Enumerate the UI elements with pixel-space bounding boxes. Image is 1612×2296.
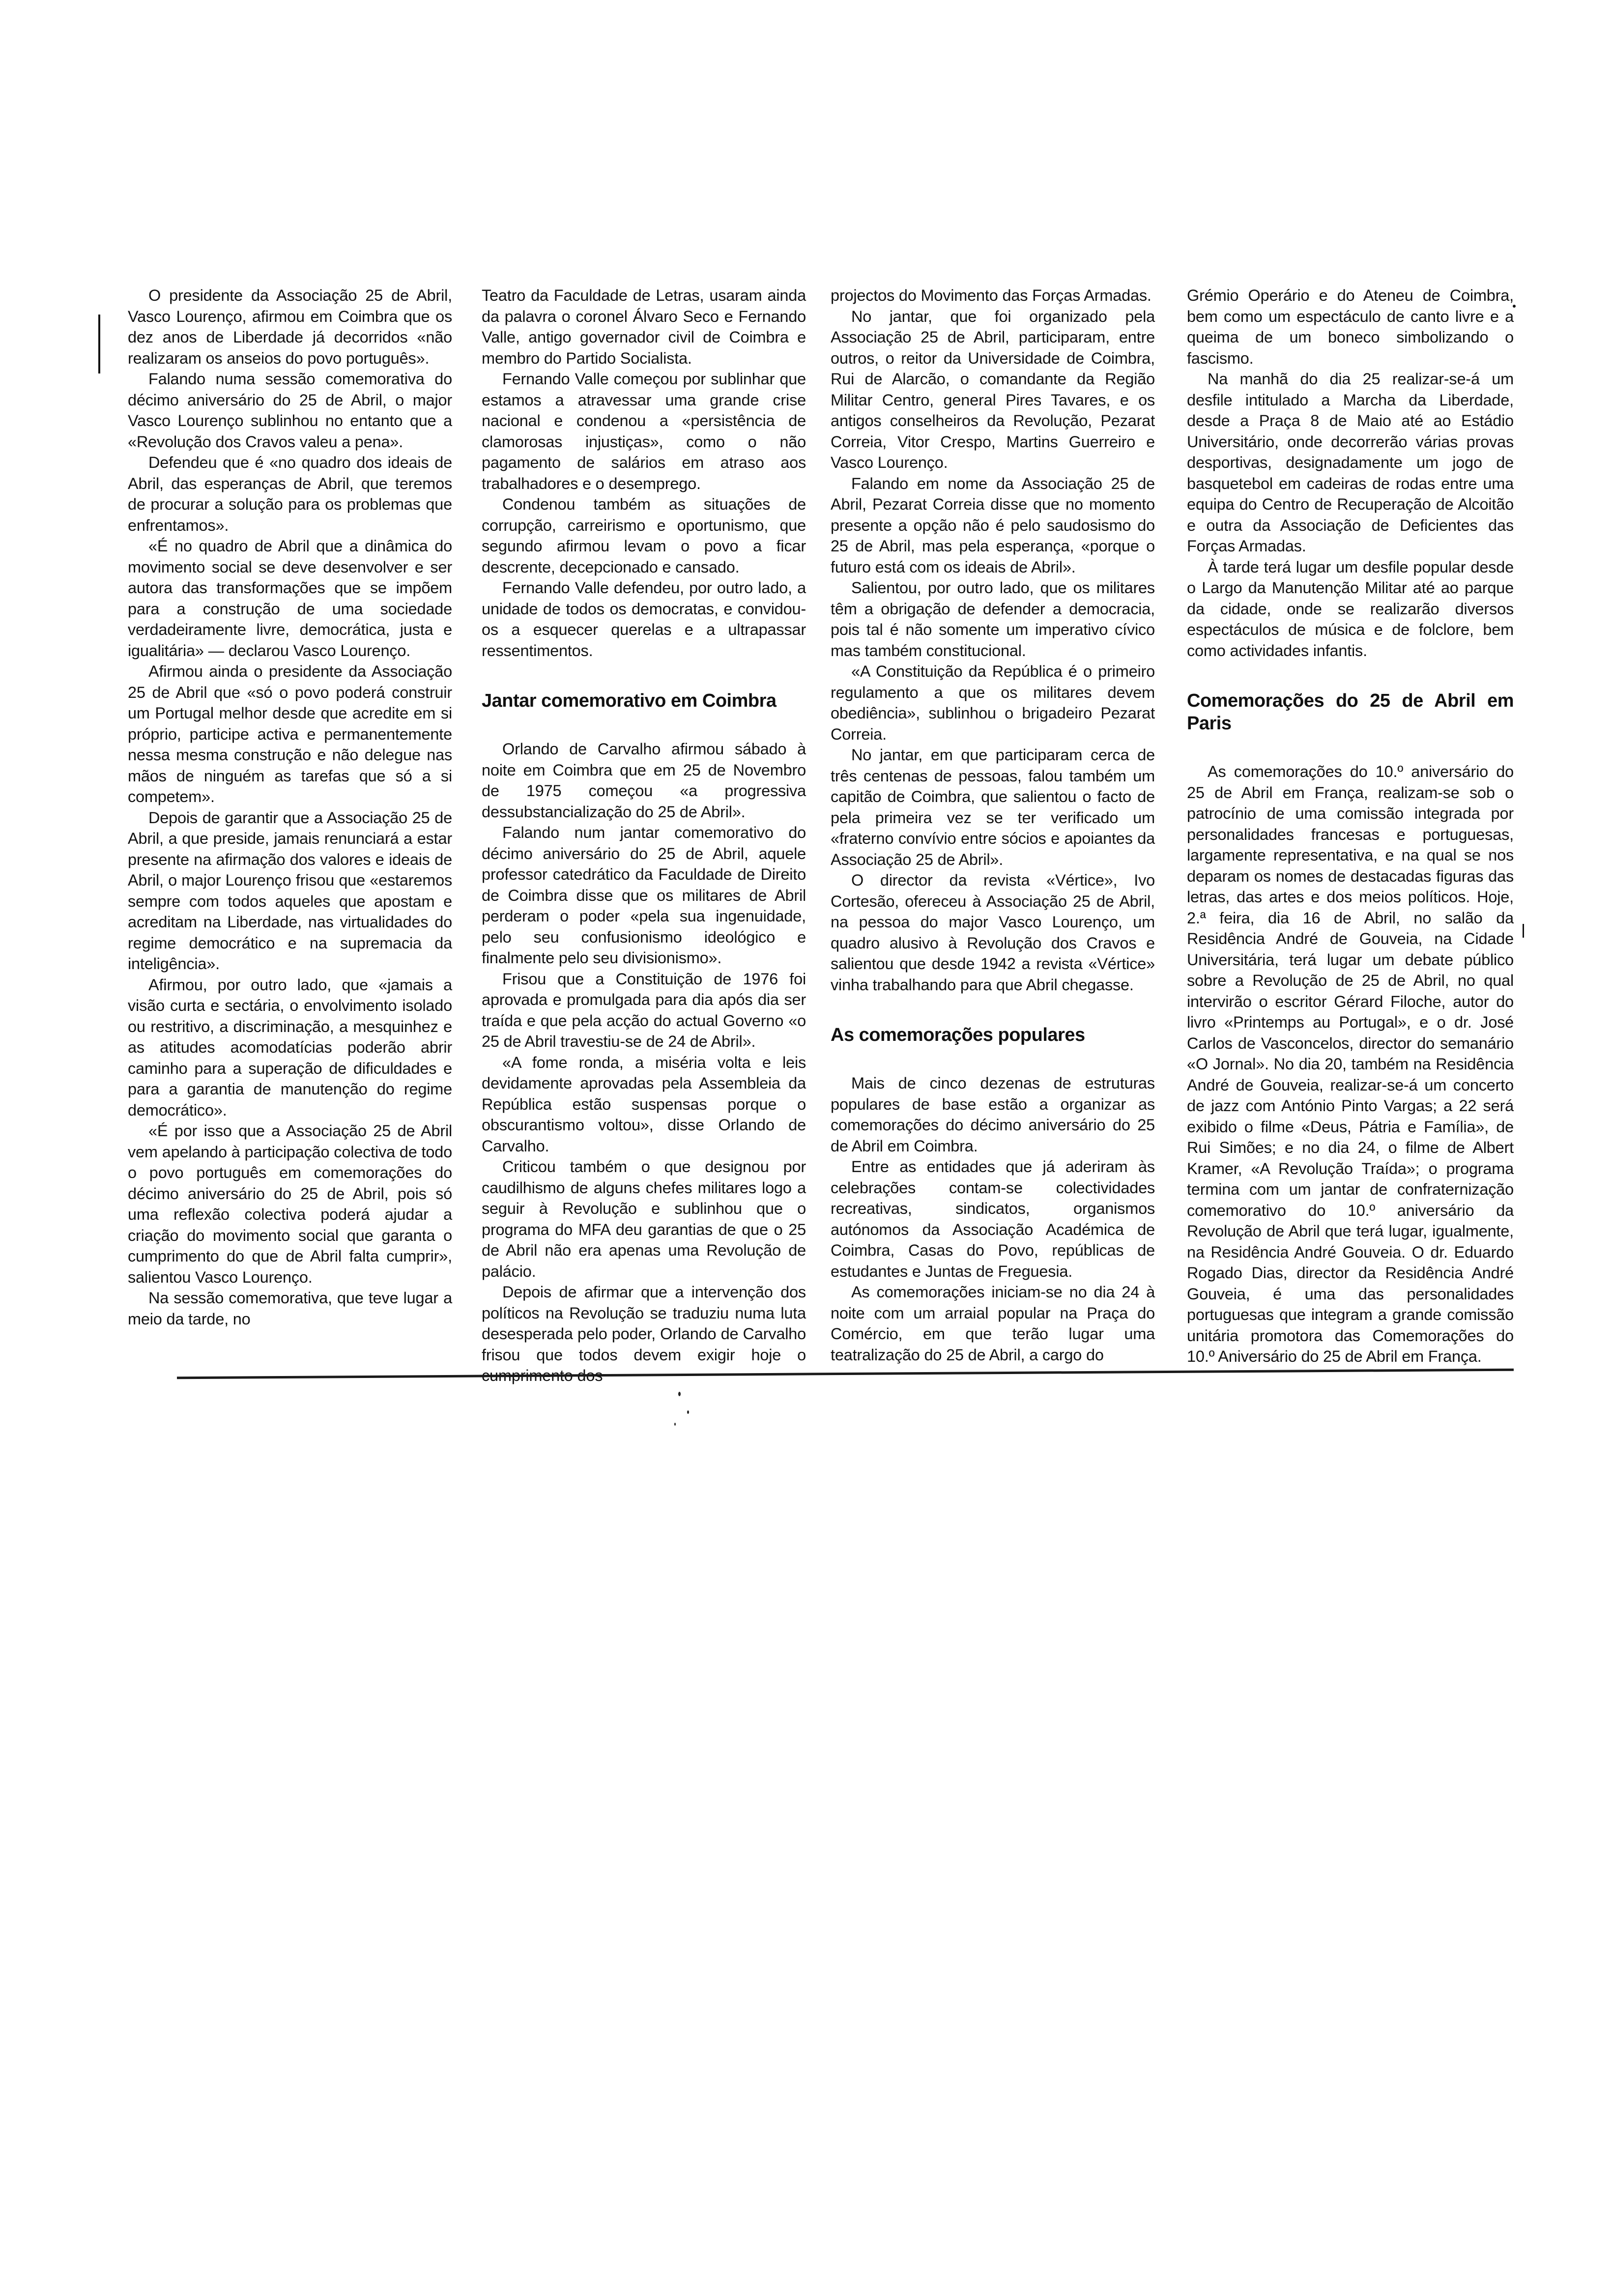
paragraph: Fernando Valle começou por sublinhar que estamos a atravessar uma grande crise nacional e condenou a «persistência de clamorosas injustiças», como o não pagamento de salários em atraso aos trabalhadores e o desemprego.: [482, 370, 806, 492]
paragraph: Na sessão comemorativa, que teve lugar a meio da tarde, no: [128, 1289, 452, 1328]
paragraph: Entre as entidades que já aderiram às celebrações contam-se colectividades recreativas, sindicatos, organismos autónomos da Associação Académica de Coimbra, Casas do Povo, repúblicas de estudantes e Juntas de Freguesia.: [831, 1158, 1155, 1280]
article-column-3: [831, 285, 1155, 1365]
paragraph: Afirmou ainda o presidente da Associação 25 de Abril que «só o povo poderá construir um Portugal melhor desde que acredite em si próprio, participe activa e permanentemente nessa mesma construção e não delegue nas mãos de ninguém as tarefas que só a si competem».: [128, 662, 452, 805]
paragraph: Falando numa sessão comemorativa do décimo aniversário do 25 de Abril, o major Vasco Lourenço sublinhou no entanto que a «Revolução dos Cravos valeu a pena».: [128, 370, 452, 451]
paragraph: Salientou, por outro lado, que os militares têm a obrigação de defender a democracia, pois tal é não somente um imperativo cívico mas também constitucional.: [831, 579, 1155, 660]
paragraph: No jantar, em que participaram cerca de três centenas de pessoas, falou também um capitão de Coimbra, que salientou o facto de pela primeira vez se ter verificado um «fraterno convívio entre sócios e apoiantes da Associação 25 de Abril».: [831, 746, 1155, 868]
scan-margin-mark: [1513, 305, 1516, 308]
scan-margin-mark: [1523, 924, 1524, 938]
paragraph: Mais de cinco dezenas de estruturas populares de base estão a organizar as comemorações do décimo aniversário do 25 de Abril em Coimbra.: [831, 1074, 1155, 1155]
paragraph: «É no quadro de Abril que a dinâmica do movimento social se deve desenvolver e ser autora das transformações que se impõem para a construção de uma sociedade verdadeiramente livre, democrática, justa e igualitária» — declarou Vasco Lourenço.: [128, 537, 452, 660]
section-heading: As comemorações populares: [831, 1025, 1085, 1045]
paragraph: Falando num jantar comemorativo do décimo aniversário do 25 de Abril, aquele professor catedrático da Faculdade de Direito de Coimbra disse que os militares de Abril perderam o poder «pela sua ingenuidade, pelo seu confusionismo ideológico e finalmente pelo seu divisionismo».: [482, 824, 806, 967]
scan-margin-mark: [98, 315, 100, 373]
paragraph: Na manhã do dia 25 realizar-se-á um desfile intitulado a Marcha da Liberdade, desde a Praça 8 de Maio até ao Estádio Universitário, onde decorrerão várias provas desportivas, designadamente um jogo de basquetebol em cadeiras de rodas entre uma equipa do Centro de Recuperação de Alcoitão e outra da Associação de Deficientes das Forças Armadas.: [1187, 370, 1514, 555]
paragraph: «A Constituição da República é o primeiro regulamento a que os militares devem obediência», sublinhou o brigadeiro Pezarat Correia.: [831, 662, 1155, 743]
paragraph: O director da revista «Vértice», Ivo Cortesão, ofereceu à Associação 25 de Abril, na pessoa do major Vasco Lourenço, um quadro alusivo à Revolução dos Cravos e salientou que desde 1942 a revista «Vértice» vinha trabalhando para que Abril chegasse.: [831, 871, 1155, 994]
scan-speck: [674, 1423, 676, 1426]
paragraph: Criticou também o que designou por caudilhismo de alguns chefes militares logo a seguir à Revolução e sublinhou que o programa do MFA deu garantias de que o 25 de Abril não era apenas uma Revolução de palácio.: [482, 1158, 806, 1280]
paragraph: Fernando Valle defendeu, por outro lado, a unidade de todos os democratas, e convidou-os a esquecer querelas e a ultrapassar ressentimentos.: [482, 579, 806, 660]
newspaper-clipping: [93, 285, 1519, 1381]
paragraph: No jantar, que foi organizado pela Associação 25 de Abril, participaram, entre outros, o reitor da Universidade de Coimbra, Rui de Alarcão, o comandante da Região Militar Centro, general Pires Tavares, e os antigos conselheiros da Revolução, Pezarat Correia, Vitor Crespo, Martins Guerreiro e Vasco Lourenço.: [831, 307, 1155, 471]
article-column-2: [482, 285, 806, 1386]
paragraph: À tarde terá lugar um desfile popular desde o Largo da Manutenção Militar até ao parque da cidade, onde se realizarão diversos espectáculos de música e de folclore, bem como actividades infantis.: [1187, 558, 1514, 660]
paragraph: Falando em nome da Associação 25 de Abril, Pezarat Correia disse que no momento presente a opção não é pelo saudosismo do 25 de Abril, mas pela esperança, «porque o futuro está com os ideais de Abril».: [831, 474, 1155, 576]
scan-speck: [678, 1392, 681, 1396]
paragraph: Depois de afirmar que a intervenção dos políticos na Revolução se traduziu numa luta desesperada pelo poder, Orlando de Carvalho frisou que todos devem exigir hoje o: [482, 1283, 806, 1364]
paragraph: As comemorações iniciam-se no dia 24 à noite com um arraial popular na Praça do Comércio, em que terão lugar uma teatralização do 25 de Abril, a cargo do: [831, 1283, 1155, 1364]
paragraph: «É por isso que a Associação 25 de Abril vem apelando à participação colectiva de todo o povo português em comemorações do décimo aniversário do 25 de Abril, pois só uma reflexão colectiva poderá ajudar a criação do movimento social que garanta o cumprimento do que de Abril falta cumprir», salientou Vasco Lourenço.: [128, 1122, 452, 1286]
paragraph: Depois de garantir que a Associação 25 de Abril, a que preside, jamais renunciará a estar presente na afirmação dos valores e ideais de Abril, o major Lourenço frisou que «estaremos sempre com todos aqueles que apostam e acreditam na Liberdade, nas virtualidades do regime democrático e na supremacia da inteligência».: [128, 808, 452, 973]
paragraph: Defendeu que é «no quadro dos ideais de Abril, das esperanças de Abril, que teremos de procurar a solução para os problemas que enfrentamos».: [128, 454, 452, 534]
paragraph: projectos do Movimento das Forças Armadas.: [831, 287, 1151, 304]
paragraph: Afirmou, por outro lado, que «jamais a visão curta e sectária, o envolvimento isolado ou restritivo, a discriminação, a mesquinhez e as atitudes acomodatícias poderão abrir caminho para a superação de dificuldades e para a garantia de manutenção do regime democrático».: [128, 976, 452, 1119]
paragraph: Condenou também as situações de corrupção, carreirismo e oportunismo, que segundo afirmou levam o povo a ficar descrente, decepcionado e cansado.: [482, 495, 806, 576]
scan-speck: [687, 1410, 689, 1414]
paragraph: Orlando de Carvalho afirmou sábado à noite em Coimbra que em 25 de Novembro de 1975 começou «a progressiva dessubstancialização do 25 de Abril».: [482, 740, 806, 821]
article-column-1: [128, 285, 452, 1329]
paragraph: As comemorações do 10.º aniversário do 25 de Abril em França, realizam-se sob o patrocínio de uma comissão integrada por personalidades francesas e portuguesas, largamente representativa, e na qual se nos deparam os nomes de destacadas figuras das letras, das artes e dos meios políticos. Hoje, 2.ª feira, dia 16 de Abril, no salão da Residência André de Gouveia, na Cidade Universitária, terá lugar um debate público sobre a Revolução de 25 de Abril, no qual intervirão o escritor Gérard Filoche, autor do livro «Printemps au Portugal», e o dr. José Carlos de Vasconcelos, director do semanário «O Jornal». No dia 20, também na Residência André de Gouveia, realizar-se-á um concerto de jazz com António Pinto Vargas; a 22 será exibido o filme «Deus, Pátria e Família», de Rui Simões; e no dia 24, o filme de Albert Kramer, «A Revolução Traída»; o programa termina com um jantar de confraternização comemorativo do 10.º aniversário da Revolução de Abril que terá lugar, igualmente, na Residência André Gouveia. O dr. Eduardo Rogado Dias, director da Residência André Gouveia, é uma das personalidades portuguesas que integram a grande comissão unitária promotora das Comemorações do 10.º Aniversário do 25 de Abril em França.: [1187, 763, 1514, 1365]
paragraph: Teatro da Faculdade de Letras, usaram ainda da palavra o coronel Álvaro Seco e Fernando Valle, antigo governador civil de Coimbra e membro do Partido Socialista.: [482, 287, 806, 367]
article-column-4: [1187, 285, 1514, 1367]
paragraph: Frisou que a Constituição de 1976 foi aprovada e promulgada para dia após dia ser traída e que pela acção do actual Governo «o 25 de Abril travestiu-se de 24 de Abril».: [482, 970, 806, 1050]
section-heading: Jantar comemorativo em Coimbra: [482, 690, 777, 711]
paragraph: Grémio Operário e do Ateneu de Coimbra, bem como um espectáculo de canto livre e a queima de um boneco simbolizando o fascismo.: [1187, 287, 1514, 367]
paragraph: «A fome ronda, a miséria volta e leis devidamente aprovadas pela Assembleia da República estão suspensas porque o obscurantismo voltou», disse Orlando de Carvalho.: [482, 1053, 806, 1155]
paragraph: O presidente da Associação 25 de Abril, Vasco Lourenço, afirmou em Coimbra que os dez anos de Liberdade já decorridos «não realizaram os anseios do povo português».: [128, 287, 452, 367]
section-heading: Comemorações do 25 de Abril em Paris: [1187, 690, 1514, 734]
